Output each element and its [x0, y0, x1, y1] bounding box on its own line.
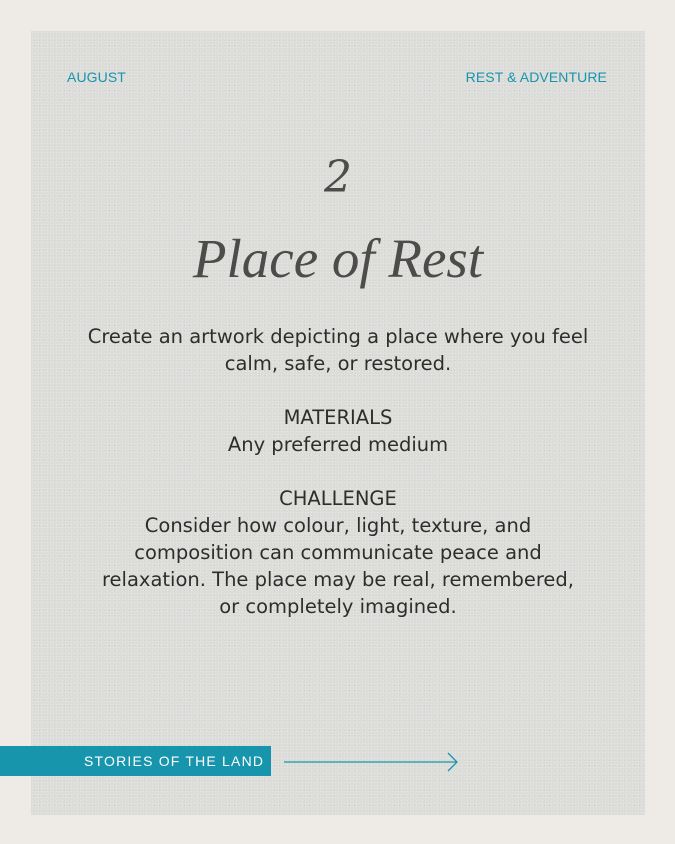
challenge-line: composition can communicate peace and — [134, 541, 542, 564]
prompt-card — [31, 31, 645, 815]
challenge-line: relaxation. The place may be real, remembered, — [101, 568, 575, 591]
intro-line: Create an artwork depicting a place where you feel — [87, 325, 589, 348]
challenge-section — [51, 485, 625, 620]
theme-label: REST & ADVENTURE — [465, 69, 607, 85]
prompt-intro — [51, 323, 625, 377]
challenge-line: Consider how colour, light, texture, and — [144, 514, 532, 537]
materials-section — [51, 404, 625, 458]
materials-heading: MATERIALS — [283, 406, 393, 429]
prompt-number: 2 — [324, 152, 352, 203]
month-label: AUGUST — [67, 69, 126, 85]
prompt-title: Place of Rest — [192, 228, 484, 289]
challenge-line: or completely imagined. — [219, 595, 457, 618]
materials-text: Any preferred medium — [227, 433, 449, 456]
intro-line: calm, safe, or restored. — [224, 352, 452, 375]
arrow-right-icon — [283, 750, 461, 774]
challenge-heading: CHALLENGE — [279, 487, 397, 510]
series-label: STORIES OF THE LAND — [84, 753, 265, 769]
